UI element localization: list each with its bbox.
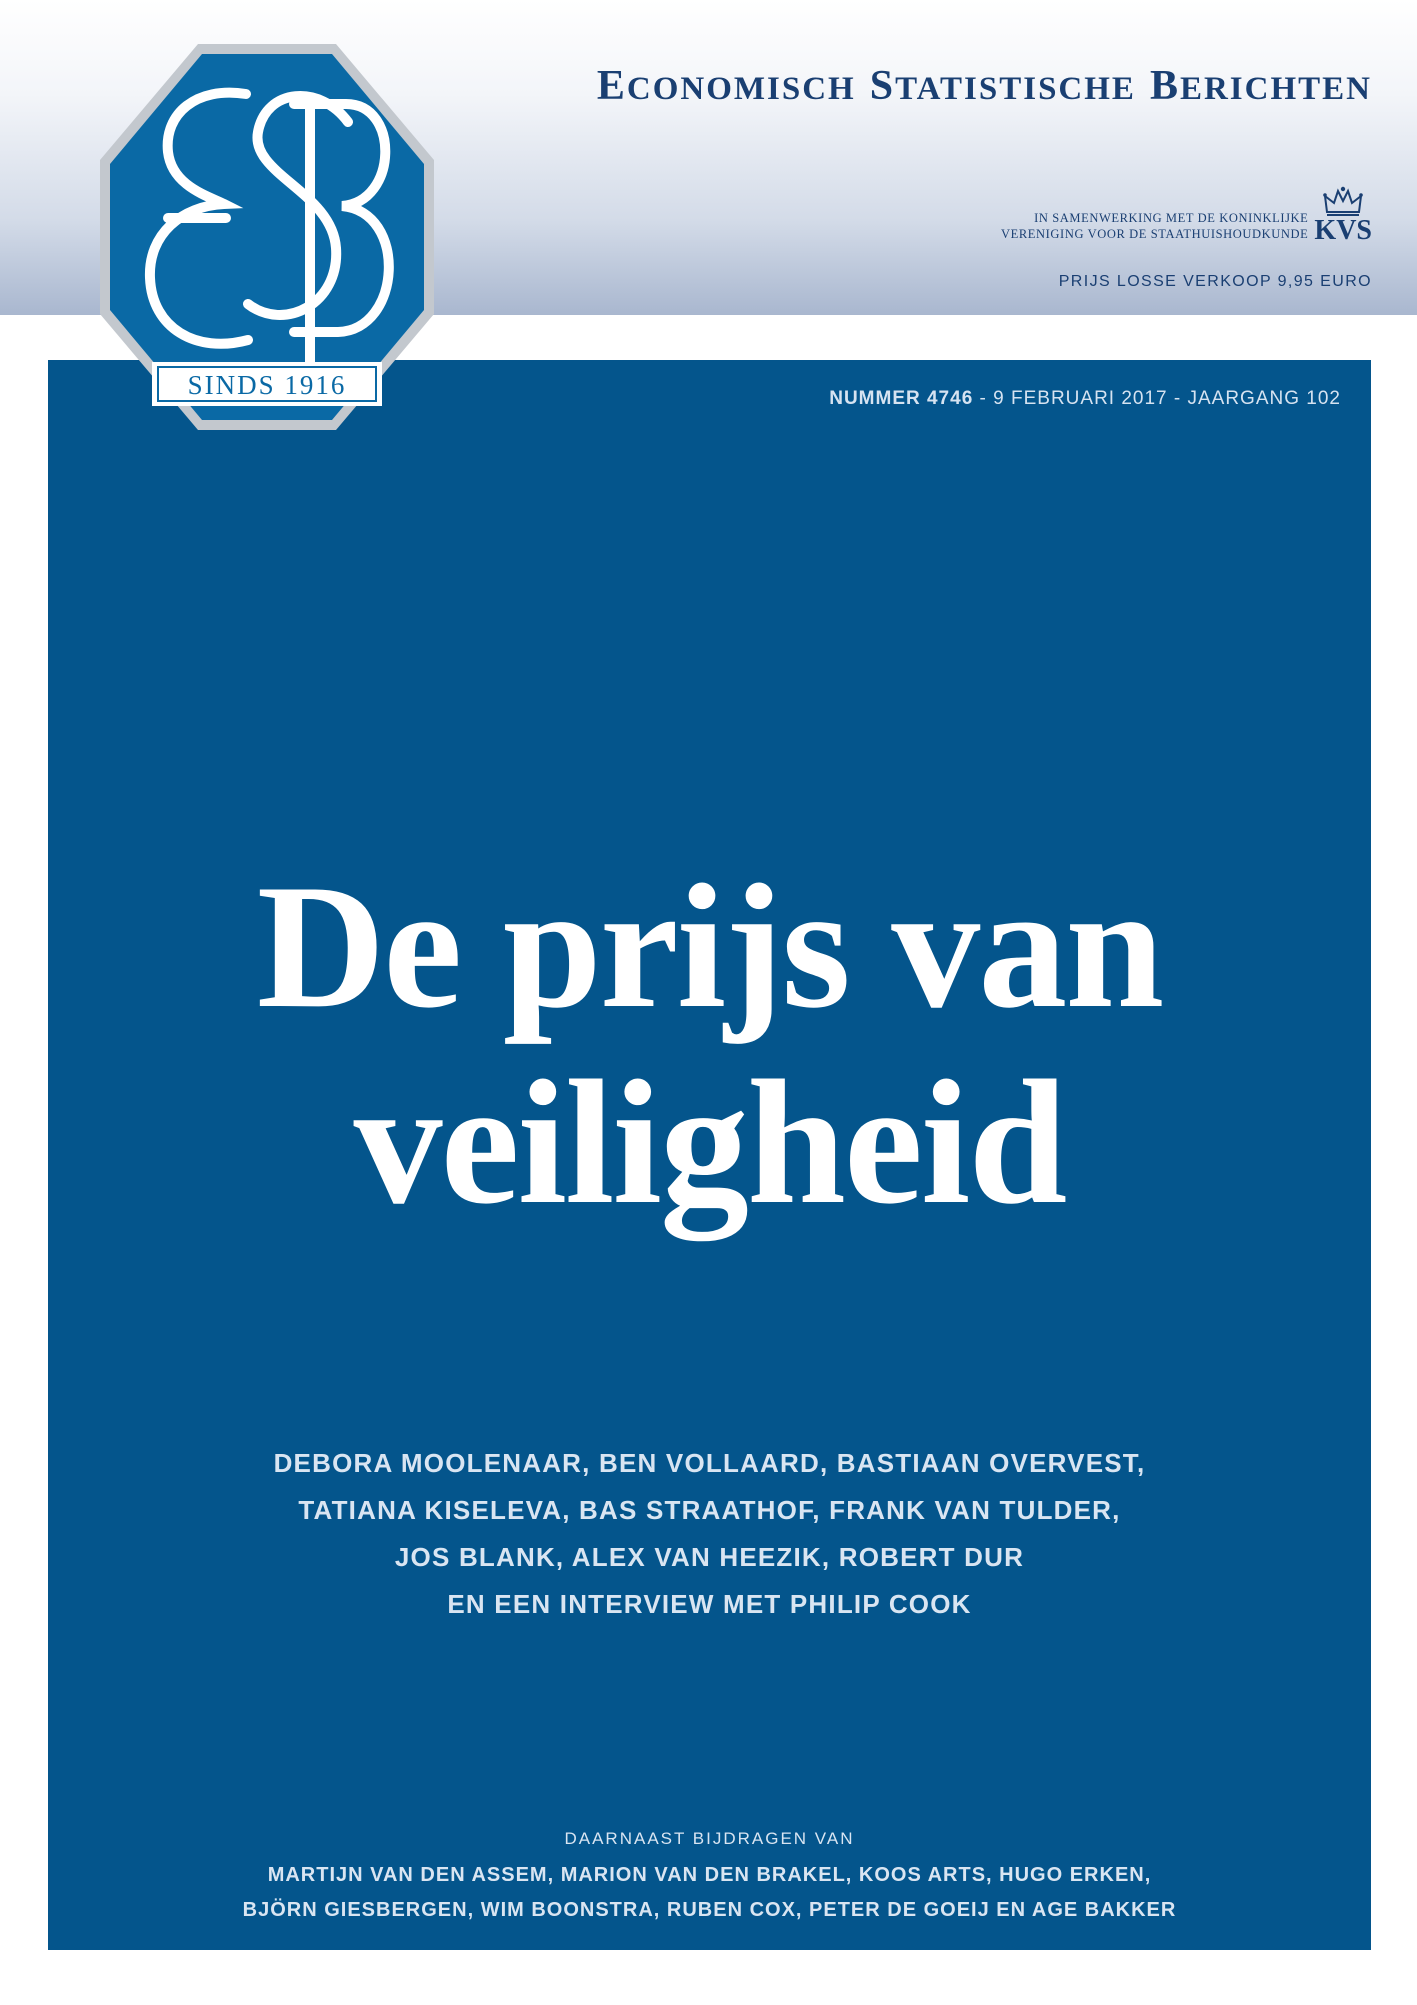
- author-line: EN EEN INTERVIEW MET PHILIP COOK: [447, 1589, 972, 1619]
- crown-icon: [1322, 186, 1364, 218]
- headline-line: De prijs van: [256, 847, 1163, 1045]
- issue-number: NUMMER 4746: [829, 388, 974, 409]
- partner-line: VERENIGING VOOR DE STAATHUISHOUDKUNDE: [1001, 227, 1309, 241]
- contributions-list: [48, 1858, 1371, 1928]
- issue-details: - 9 FEBRUARI 2017 - JAARGANG 102: [973, 388, 1341, 409]
- author-line: JOS BLANK, ALEX VAN HEEZIK, ROBERT DUR: [394, 1542, 1025, 1572]
- partner-line: IN SAMENWERKING MET DE KONINKLIJKE: [1034, 211, 1309, 225]
- kvs-logo-text: KVS: [1314, 215, 1372, 246]
- kvs-logo: [1314, 186, 1372, 244]
- contributor-line: MARTIJN VAN DEN ASSEM, MARION VAN DEN BRAKEL, KOOS ARTS, HUGO ERKEN,: [267, 1864, 1152, 1886]
- partner-text: [1001, 210, 1308, 242]
- partner-block: [1001, 186, 1372, 244]
- masthead-title: [597, 62, 1372, 110]
- cover-headline: [48, 848, 1371, 1240]
- contributions-label: DAARNAAST BIJDRAGEN VAN: [564, 1829, 855, 1848]
- price-label: PRIJS LOSSE VERKOOP 9,95 EURO: [1058, 273, 1372, 290]
- masthead-word: ECONOMISCH: [596, 63, 856, 109]
- author-line: TATIANA KISELEVA, BAS STRAATHOF, FRANK VAN TULDER,: [298, 1495, 1121, 1525]
- headline-line: veiligheid: [353, 1043, 1066, 1241]
- issue-info: [829, 388, 1341, 410]
- masthead-word: BERICHTEN: [1149, 63, 1372, 109]
- esb-logo: [98, 42, 436, 432]
- author-line: DEBORA MOOLENAAR, BEN VOLLAARD, BASTIAAN OVERVEST,: [273, 1448, 1146, 1478]
- masthead-word: STATISTISCHE: [869, 63, 1136, 109]
- author-list: [48, 1440, 1371, 1628]
- logo-since-text: SINDS 1916: [187, 370, 347, 400]
- contributor-line: BJÖRN GIESBERGEN, WIM BOONSTRA, RUBEN COX, PETER DE GOEIJ EN AGE BAKKER: [242, 1899, 1177, 1921]
